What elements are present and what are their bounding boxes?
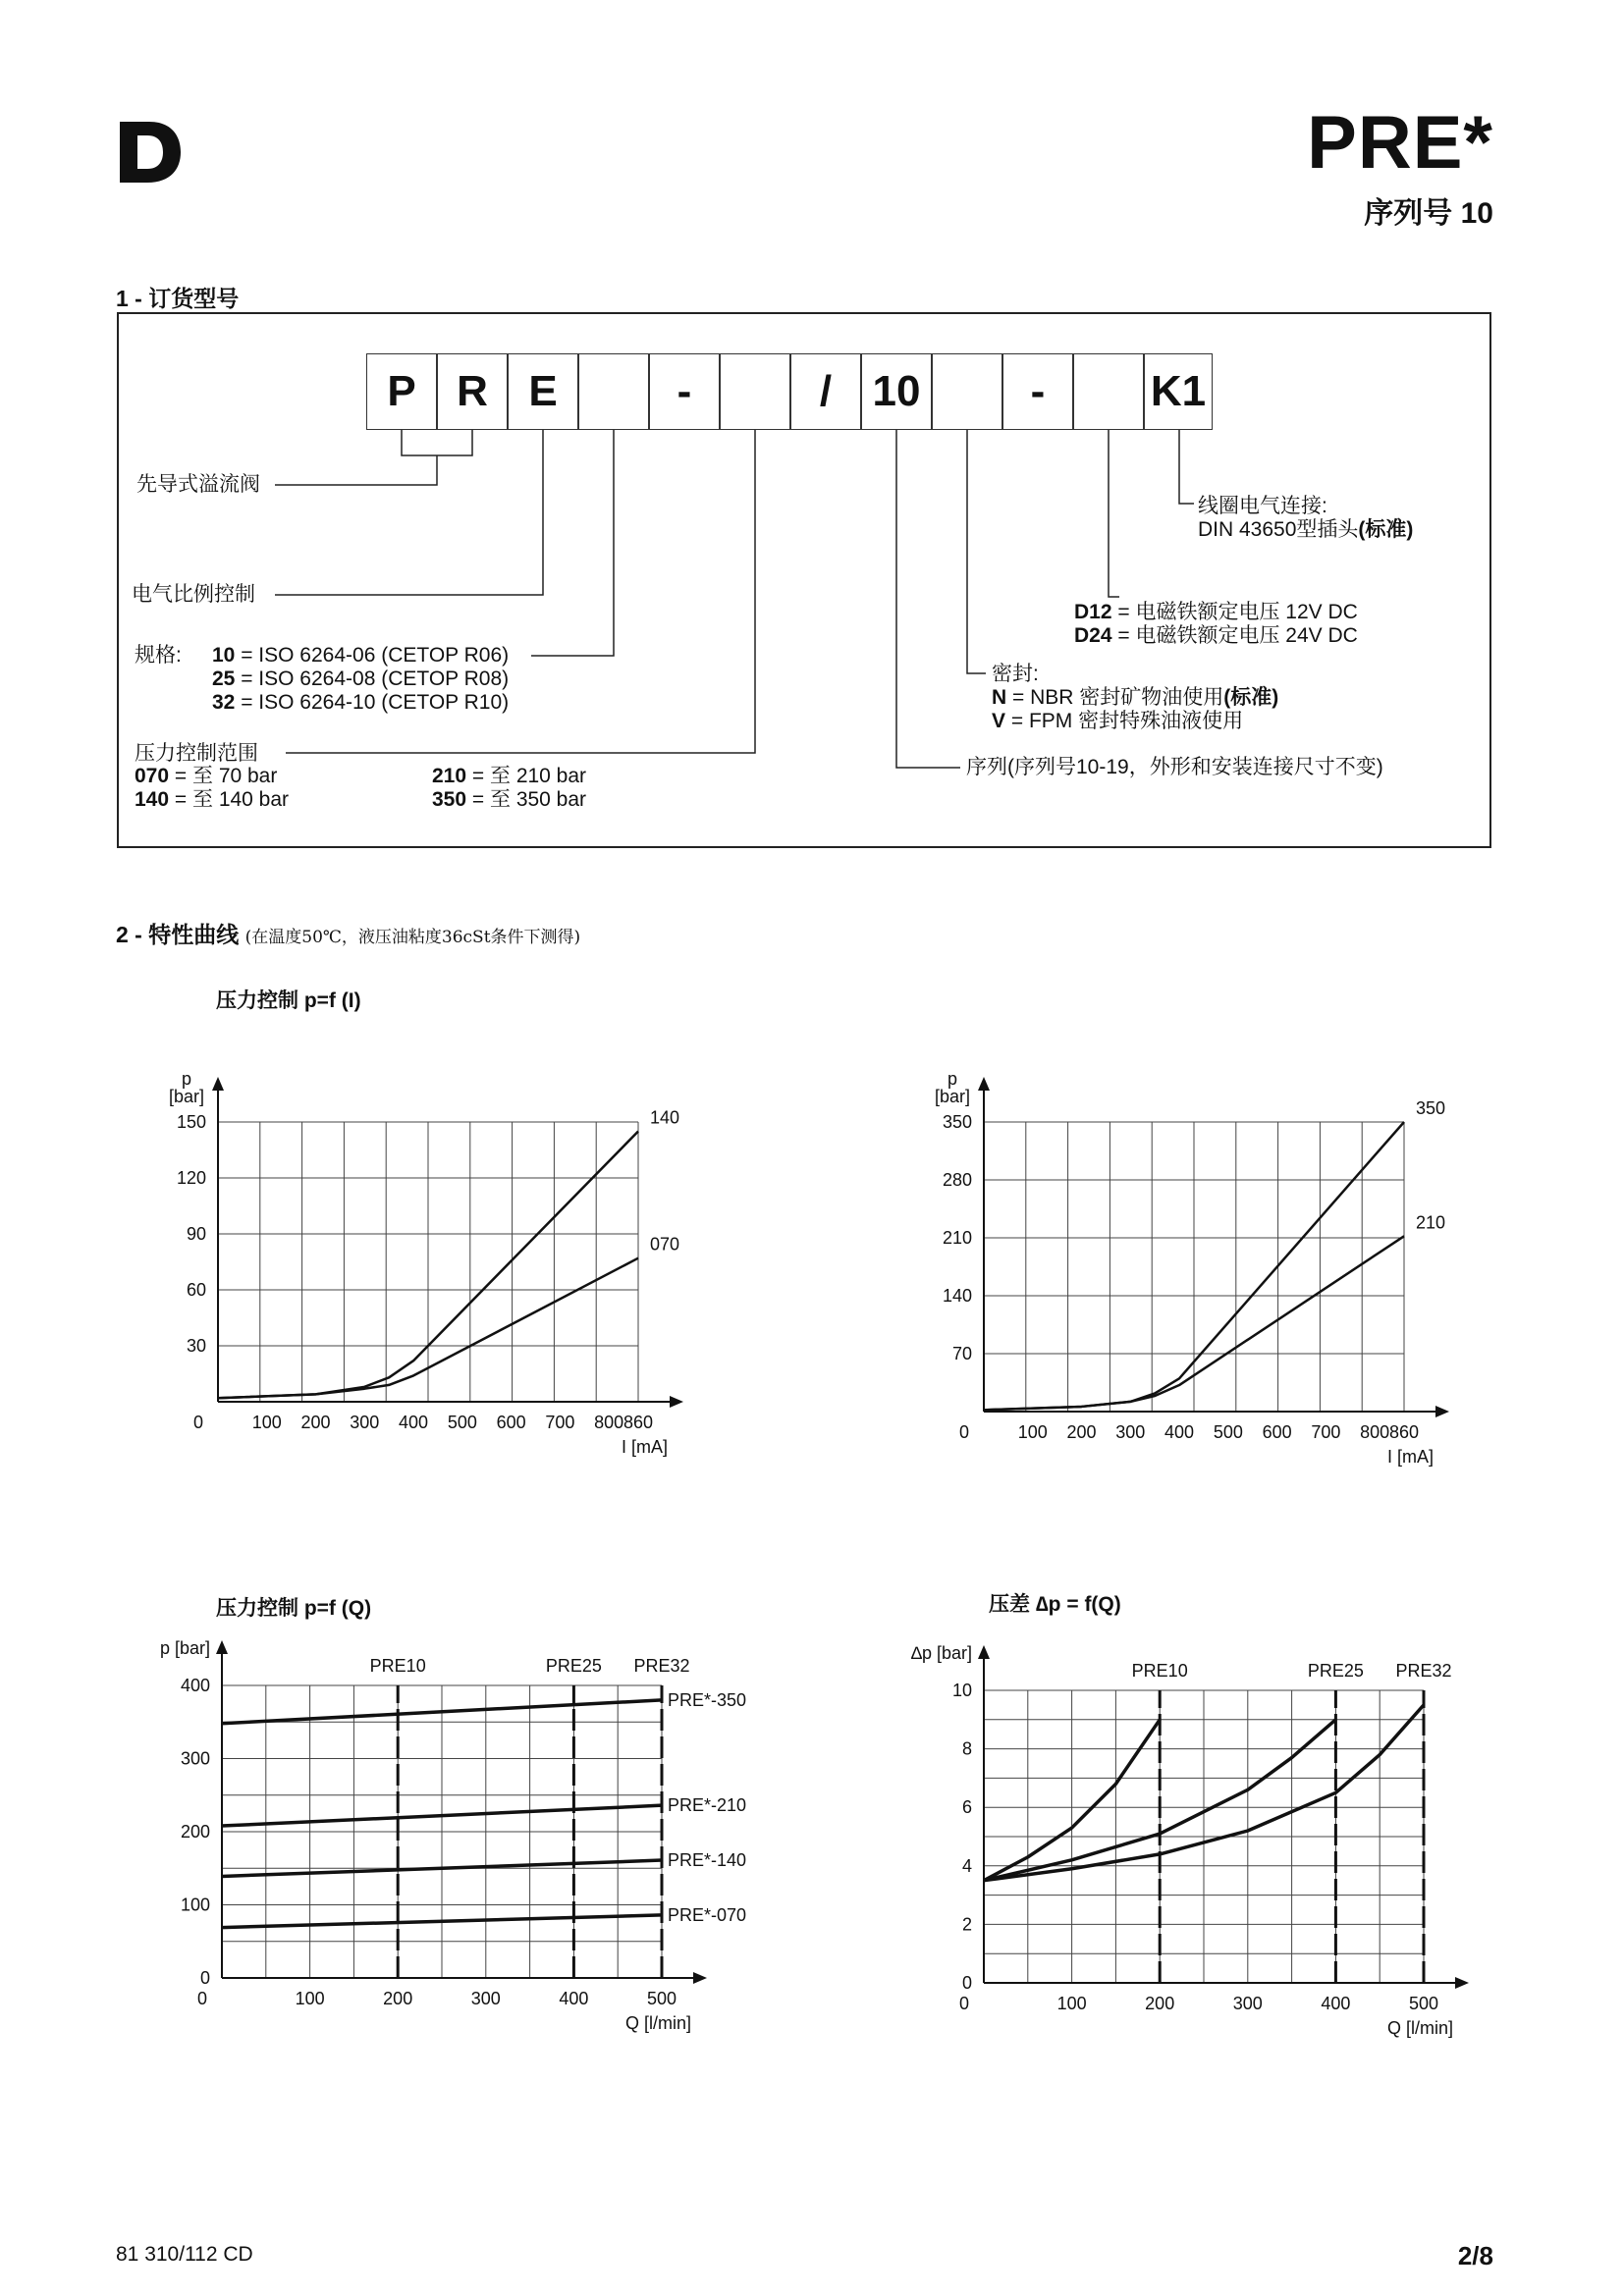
series-label: 140 (650, 1107, 680, 1128)
x-tick-label: 500 (1213, 1422, 1243, 1442)
x-tick-label: 400 (559, 1989, 589, 2008)
label-pressure-140: 140 = 至 140 bar (135, 788, 290, 811)
label-size-10: 10 = ISO 6264-06 (CETOP R06) (212, 644, 510, 667)
y-tick-label: 10 (951, 1681, 972, 1700)
code-cell: P (366, 353, 437, 430)
label-seal: 密封: (992, 663, 1039, 685)
y-axis-arrow (978, 1077, 990, 1091)
label-seal-v: V = FPM 密封特殊油液使用 (992, 710, 1244, 732)
y-axis-label-unit: [bar] (934, 1087, 971, 1106)
x-tick-label: 860 (1388, 1422, 1420, 1442)
label-seal-n: N = NBR 密封矿物油使用(标准) (992, 686, 1279, 709)
chart-grid (984, 1122, 1404, 1412)
marker-label-pre25: PRE25 (545, 1656, 602, 1676)
chart-pressure-drop-vs-flow (903, 1643, 1512, 2071)
x-tick-label: 300 (1115, 1422, 1146, 1442)
series-label: 350 (1416, 1098, 1446, 1118)
chart-grid (984, 1690, 1424, 1983)
y-tick-label: 140 (942, 1286, 972, 1306)
series-label: PRE*-140 (668, 1850, 747, 1871)
y-axis-arrow (978, 1645, 990, 1659)
label-series-note: 序列(序列号10-19，外形和安装连接尺寸不变) (966, 756, 1383, 778)
x-tick-label: 100 (1017, 1422, 1048, 1442)
label-d24: D24 = 电磁铁额定电压 24V DC (1074, 624, 1358, 647)
y-axis-label: p [bar] (159, 1638, 210, 1658)
x-tick-label: 500 (646, 1989, 677, 2008)
chart3-title: 压力控制 p=f (Q) (216, 1597, 372, 1620)
code-cell: - (649, 353, 720, 430)
product-name: PRE* (1307, 101, 1493, 185)
x-tick-label: 0 (958, 1422, 970, 1442)
y-tick-label: 120 (176, 1168, 206, 1188)
code-cell: 10 (861, 353, 932, 430)
marker-label-pre10: PRE10 (369, 1656, 426, 1676)
marker-label-pre10: PRE10 (1131, 1661, 1188, 1681)
marker-label-pre25: PRE25 (1307, 1661, 1364, 1681)
y-tick-label: 90 (186, 1224, 206, 1244)
x-axis-label: Q [l/min] (624, 2013, 691, 2033)
y-tick-label: 2 (961, 1914, 972, 1935)
chart4-title: 压差 ∆p = f(Q) (989, 1593, 1121, 1616)
series-label: 序列号 10 (1364, 197, 1493, 230)
page-number: 2/8 (1457, 2241, 1493, 2270)
y-tick-label: 150 (176, 1112, 206, 1132)
series-label: PRE*-210 (668, 1795, 747, 1816)
code-cell: K1 (1144, 353, 1213, 430)
y-axis-label: ∆p [bar] (910, 1643, 972, 1663)
x-tick-label: 200 (1145, 1994, 1175, 2013)
y-tick-label: 200 (180, 1822, 210, 1842)
y-tick-label: 70 (951, 1344, 972, 1363)
y-tick-label: 0 (199, 1968, 210, 1988)
y-axis-label-symbol: p (947, 1069, 958, 1089)
x-tick-label: 300 (470, 1989, 501, 2008)
x-axis-label: I [mA] (621, 1437, 668, 1457)
x-axis-arrow (670, 1396, 683, 1408)
y-axis-arrow (212, 1077, 224, 1091)
x-axis-arrow (693, 1972, 707, 1984)
chart1-title: 压力控制 p=f (I) (216, 989, 361, 1012)
x-tick-label: 700 (545, 1413, 575, 1432)
y-axis-label-unit: [bar] (168, 1087, 205, 1106)
y-tick-label: 6 (961, 1797, 972, 1818)
chart-pressure-vs-current-140 (157, 1050, 707, 1472)
x-tick-label: 600 (496, 1413, 526, 1432)
x-tick-label: 400 (1164, 1422, 1195, 1442)
x-tick-label: 100 (295, 1989, 325, 2008)
code-cell: / (790, 353, 861, 430)
x-tick-label: 800 (1360, 1422, 1390, 1442)
y-tick-label: 350 (942, 1112, 972, 1132)
y-axis-label-symbol: p (181, 1069, 192, 1089)
x-tick-label: 100 (1056, 1994, 1087, 2013)
x-tick-label: 0 (958, 1994, 970, 2013)
x-tick-label: 0 (196, 1989, 208, 2008)
x-axis-arrow (1455, 1977, 1469, 1989)
marker-label-pre32: PRE32 (633, 1656, 690, 1676)
x-tick-label: 300 (350, 1413, 380, 1432)
code-cell: - (1002, 353, 1073, 430)
label-size-prefix: 规格: (135, 644, 182, 667)
x-tick-label: 200 (1066, 1422, 1097, 1442)
marker-label-pre32: PRE32 (1395, 1661, 1452, 1681)
label-pressure-210: 210 = 至 210 bar (432, 765, 587, 787)
y-tick-label: 0 (961, 1973, 972, 1993)
label-coil-connection: 线圈电气连接: (1198, 495, 1327, 517)
y-tick-label: 4 (961, 1855, 972, 1876)
document-code: 81 310/112 CD (116, 2243, 253, 2266)
series-label: PRE*-070 (668, 1904, 747, 1925)
label-coil-standard: DIN 43650型插头(标准) (1198, 518, 1414, 541)
x-tick-label: 0 (192, 1413, 204, 1432)
chart-pressure-vs-flow (147, 1638, 776, 2066)
y-tick-label: 60 (186, 1280, 206, 1300)
series-label: 070 (650, 1234, 680, 1255)
label-size-32: 32 = ISO 6264-10 (CETOP R10) (212, 691, 510, 714)
label-pressure-070: 070 = 至 70 bar (135, 765, 278, 787)
x-axis-label: Q [l/min] (1386, 2018, 1453, 2038)
x-tick-label: 400 (1321, 1994, 1351, 2013)
x-tick-label: 600 (1262, 1422, 1292, 1442)
y-tick-label: 8 (961, 1738, 972, 1759)
y-tick-label: 100 (180, 1895, 210, 1915)
section2-title: 2 - 特性曲线 (在温度50℃，液压油粘度36cSt条件下测得) (116, 922, 581, 947)
label-size-25: 25 = ISO 6264-08 (CETOP R08) (212, 667, 510, 690)
x-tick-label: 500 (447, 1413, 477, 1432)
x-tick-label: 300 (1232, 1994, 1263, 2013)
section1-title: 1 - 订货型号 (116, 286, 240, 311)
chart-grid (222, 1685, 662, 1978)
label-electric-control: 电气比例控制 (132, 583, 255, 606)
y-tick-label: 280 (942, 1170, 972, 1190)
x-tick-label: 500 (1408, 1994, 1439, 2013)
code-cell: E (508, 353, 578, 430)
series-label: 210 (1416, 1212, 1446, 1233)
x-tick-label: 200 (300, 1413, 331, 1432)
x-axis-arrow (1435, 1406, 1449, 1417)
label-pressure-350: 350 = 至 350 bar (432, 788, 587, 811)
chart-grid (218, 1122, 638, 1402)
x-tick-label: 700 (1311, 1422, 1341, 1442)
y-tick-label: 300 (180, 1748, 210, 1769)
y-tick-label: 210 (942, 1228, 972, 1248)
x-tick-label: 400 (399, 1413, 429, 1432)
y-tick-label: 400 (180, 1676, 210, 1695)
x-tick-label: 100 (251, 1413, 282, 1432)
label-pilot-valve: 先导式溢流阀 (136, 473, 260, 496)
x-tick-label: 200 (383, 1989, 413, 2008)
x-tick-label: 800 (594, 1413, 624, 1432)
code-cell: R (437, 353, 508, 430)
label-d12: D12 = 电磁铁额定电压 12V DC (1074, 601, 1358, 623)
chart-pressure-vs-current-350 (923, 1060, 1473, 1482)
y-tick-label: 30 (186, 1336, 206, 1356)
series-label: PRE*-350 (668, 1689, 747, 1710)
x-axis-label: I [mA] (1386, 1447, 1434, 1467)
label-pressure-range: 压力控制范围 (135, 742, 258, 765)
y-axis-arrow (216, 1640, 228, 1654)
x-tick-label: 860 (623, 1413, 654, 1432)
